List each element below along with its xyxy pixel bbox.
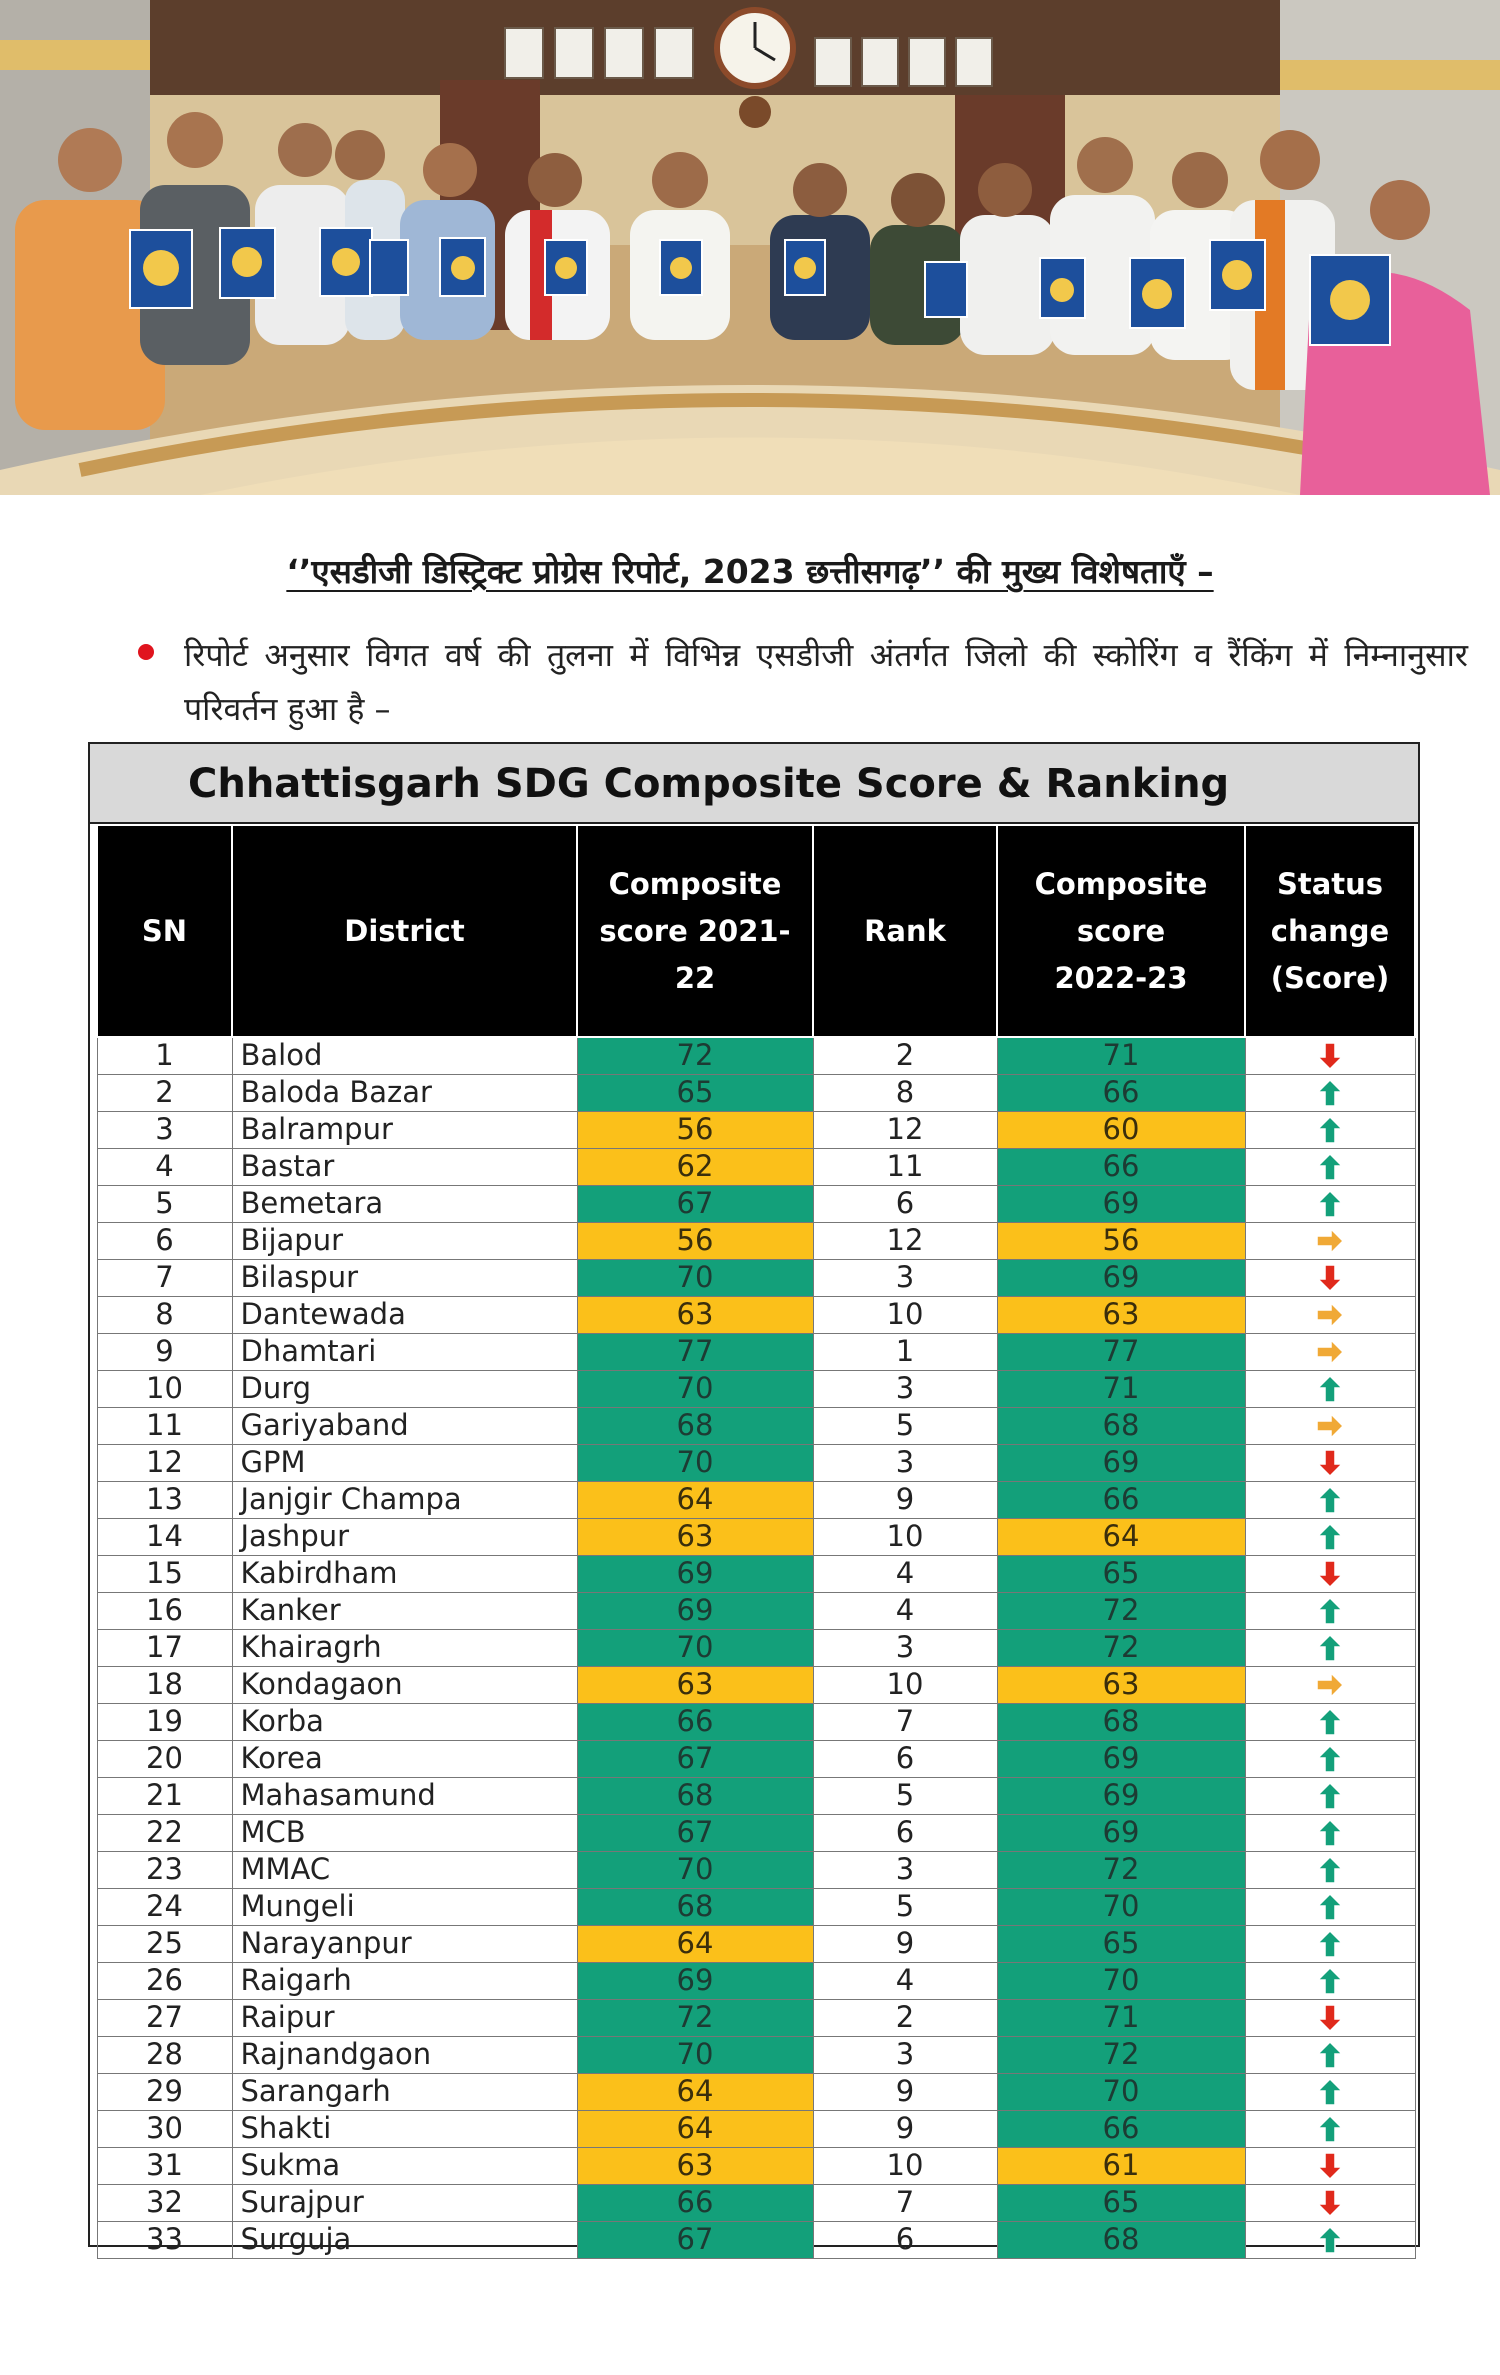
row-district: MMAC [232, 1851, 577, 1888]
row-score-2022: 65 [997, 1555, 1245, 1592]
row-district: Balod [232, 1037, 577, 1074]
row-score-2021: 70 [577, 1629, 813, 1666]
arrow-up-icon [1315, 1855, 1345, 1885]
photo-illustration [0, 0, 1500, 495]
table-row [97, 1851, 1415, 1888]
row-sn: 15 [97, 1555, 232, 1592]
row-status-change [1245, 1481, 1415, 1518]
table-row [97, 2147, 1415, 2184]
row-score-2022: 60 [997, 1111, 1245, 1148]
row-score-2021: 62 [577, 1148, 813, 1185]
row-sn: 23 [97, 1851, 232, 1888]
row-status-change [1245, 1814, 1415, 1851]
row-score-2021: 70 [577, 1259, 813, 1296]
table-row [97, 1370, 1415, 1407]
row-rank: 9 [813, 1481, 997, 1518]
table-row [97, 1518, 1415, 1555]
row-score-2021: 66 [577, 1703, 813, 1740]
row-score-2022: 66 [997, 1074, 1245, 1111]
row-district: Korba [232, 1703, 577, 1740]
row-sn: 22 [97, 1814, 232, 1851]
bullet-icon [138, 644, 154, 660]
row-status-change [1245, 1592, 1415, 1629]
row-score-2021: 67 [577, 1740, 813, 1777]
row-district: Bemetara [232, 1185, 577, 1222]
table-row [97, 2110, 1415, 2147]
header-status [1245, 825, 1415, 1037]
row-district: GPM [232, 1444, 577, 1481]
row-district: Khairagrh [232, 1629, 577, 1666]
arrow-right-icon [1315, 1411, 1345, 1441]
header-score-2021 [577, 825, 813, 1037]
row-rank: 6 [813, 1814, 997, 1851]
row-district: Gariyaband [232, 1407, 577, 1444]
row-district: Sukma [232, 2147, 577, 2184]
row-sn: 18 [97, 1666, 232, 1703]
row-district: Mahasamund [232, 1777, 577, 1814]
row-score-2022: 65 [997, 1925, 1245, 1962]
row-status-change [1245, 2147, 1415, 2184]
table-row [97, 1777, 1415, 1814]
row-sn: 19 [97, 1703, 232, 1740]
row-sn: 17 [97, 1629, 232, 1666]
row-score-2021: 63 [577, 1666, 813, 1703]
row-score-2021: 69 [577, 1555, 813, 1592]
table-row [97, 1481, 1415, 1518]
row-rank: 6 [813, 1185, 997, 1222]
arrow-up-icon [1315, 1152, 1345, 1182]
row-sn: 10 [97, 1370, 232, 1407]
table-row [97, 1592, 1415, 1629]
table-row [97, 1259, 1415, 1296]
row-sn: 7 [97, 1259, 232, 1296]
row-district: Jashpur [232, 1518, 577, 1555]
row-score-2021: 68 [577, 1407, 813, 1444]
row-score-2022: 69 [997, 1814, 1245, 1851]
row-district: Rajnandgaon [232, 2036, 577, 2073]
row-status-change [1245, 1333, 1415, 1370]
row-score-2021: 72 [577, 1037, 813, 1074]
table-body [97, 1037, 1415, 2258]
row-district: Dantewada [232, 1296, 577, 1333]
section-heading [0, 548, 1500, 593]
row-sn: 1 [97, 1037, 232, 1074]
row-score-2022: 69 [997, 1185, 1245, 1222]
arrow-up-icon [1315, 1744, 1345, 1774]
arrow-up-icon [1315, 1966, 1345, 1996]
row-district: Korea [232, 1740, 577, 1777]
row-score-2022: 66 [997, 1148, 1245, 1185]
row-sn: 21 [97, 1777, 232, 1814]
row-score-2022: 77 [997, 1333, 1245, 1370]
row-score-2021: 56 [577, 1111, 813, 1148]
arrow-right-icon [1315, 1226, 1345, 1256]
row-sn: 29 [97, 2073, 232, 2110]
header-status-line1: Status [1276, 866, 1384, 901]
row-rank: 11 [813, 1148, 997, 1185]
arrow-up-icon [1315, 1485, 1345, 1515]
row-sn: 2 [97, 1074, 232, 1111]
row-score-2021: 70 [577, 1444, 813, 1481]
row-score-2021: 69 [577, 1962, 813, 1999]
row-score-2022: 69 [997, 1740, 1245, 1777]
row-score-2022: 69 [997, 1259, 1245, 1296]
arrow-right-icon [1315, 1337, 1345, 1367]
table-row [97, 1999, 1415, 2036]
row-sn: 4 [97, 1148, 232, 1185]
row-sn: 24 [97, 1888, 232, 1925]
row-sn: 31 [97, 2147, 232, 2184]
row-score-2022: 61 [997, 2147, 1245, 2184]
table-row [97, 1407, 1415, 1444]
row-score-2021: 68 [577, 1777, 813, 1814]
row-sn: 33 [97, 2221, 232, 2258]
header-status-line3: (Score) [1270, 960, 1390, 995]
row-status-change [1245, 1851, 1415, 1888]
table-row [97, 1703, 1415, 1740]
row-status-change [1245, 1518, 1415, 1555]
row-status-change [1245, 1111, 1415, 1148]
row-status-change [1245, 1259, 1415, 1296]
row-status-change [1245, 2036, 1415, 2073]
arrow-down-icon [1315, 2003, 1345, 2033]
table-row [97, 1666, 1415, 1703]
row-district: Dhamtari [232, 1333, 577, 1370]
row-score-2022: 64 [997, 1518, 1245, 1555]
row-score-2022: 63 [997, 1666, 1245, 1703]
row-district: Bilaspur [232, 1259, 577, 1296]
row-score-2021: 69 [577, 1592, 813, 1629]
row-district: Bijapur [232, 1222, 577, 1259]
row-status-change [1245, 1740, 1415, 1777]
arrow-up-icon [1315, 1707, 1345, 1737]
arrow-up-icon [1315, 2225, 1345, 2255]
row-sn: 8 [97, 1296, 232, 1333]
table-row [97, 1925, 1415, 1962]
arrow-up-icon [1315, 1078, 1345, 1108]
table-row [97, 1962, 1415, 1999]
row-score-2021: 56 [577, 1222, 813, 1259]
row-rank: 3 [813, 1370, 997, 1407]
row-sn: 25 [97, 1925, 232, 1962]
row-score-2022: 71 [997, 1370, 1245, 1407]
table-row [97, 1333, 1415, 1370]
row-score-2022: 65 [997, 2184, 1245, 2221]
row-score-2021: 63 [577, 1518, 813, 1555]
row-score-2022: 71 [997, 1999, 1245, 2036]
row-status-change [1245, 1185, 1415, 1222]
row-score-2022: 63 [997, 1296, 1245, 1333]
row-district: Raigarh [232, 1962, 577, 1999]
row-rank: 12 [813, 1111, 997, 1148]
table-row [97, 1444, 1415, 1481]
header-rank: Rank [813, 825, 997, 1037]
row-district: Mungeli [232, 1888, 577, 1925]
row-district: MCB [232, 1814, 577, 1851]
row-sn: 6 [97, 1222, 232, 1259]
header-status-line2: change [1270, 913, 1390, 948]
row-sn: 27 [97, 1999, 232, 2036]
row-status-change [1245, 1629, 1415, 1666]
row-district: Kondagaon [232, 1666, 577, 1703]
row-sn: 28 [97, 2036, 232, 2073]
table-row [97, 1555, 1415, 1592]
section-heading-text: ‘’एसडीजी डिस्ट्रिक्ट प्रोग्रेस रिपोर्ट, 2023 छत्तीसगढ़’’ की मुख्य विशेषताएँ – [286, 552, 1214, 591]
row-rank: 8 [813, 1074, 997, 1111]
report-release-photo [0, 0, 1500, 495]
row-status-change [1245, 1888, 1415, 1925]
row-rank: 9 [813, 1925, 997, 1962]
arrow-up-icon [1315, 1892, 1345, 1922]
row-sn: 5 [97, 1185, 232, 1222]
table-row [97, 2221, 1415, 2258]
header-sn: SN [97, 825, 232, 1037]
arrow-up-icon [1315, 1781, 1345, 1811]
bullet-text: रिपोर्ट अनुसार विगत वर्ष की तुलना में विभिन्न एसडीजी अंतर्गत जिलो की स्कोरिंग व रैंकिंग में निम्नानुसार परिवर्तन हुआ है – [184, 636, 1468, 728]
row-status-change [1245, 1148, 1415, 1185]
row-status-change [1245, 1999, 1415, 2036]
row-rank: 10 [813, 1518, 997, 1555]
row-status-change [1245, 1407, 1415, 1444]
sdg-table-container [88, 742, 1420, 2256]
row-rank: 4 [813, 1555, 997, 1592]
row-rank: 12 [813, 1222, 997, 1259]
table-row [97, 1222, 1415, 1259]
arrow-up-icon [1315, 1374, 1345, 1404]
row-score-2022: 72 [997, 2036, 1245, 2073]
header-district: District [232, 825, 577, 1037]
row-district: Balrampur [232, 1111, 577, 1148]
row-rank: 2 [813, 1037, 997, 1074]
header-score-2022-line2: 2022-23 [1054, 960, 1188, 995]
row-district: Sarangarh [232, 2073, 577, 2110]
row-status-change [1245, 2221, 1415, 2258]
row-score-2022: 72 [997, 1629, 1245, 1666]
row-status-change [1245, 1666, 1415, 1703]
table-row [97, 2184, 1415, 2221]
row-sn: 26 [97, 1962, 232, 1999]
row-score-2021: 67 [577, 2221, 813, 2258]
arrow-up-icon [1315, 1596, 1345, 1626]
row-sn: 14 [97, 1518, 232, 1555]
row-score-2021: 64 [577, 2073, 813, 2110]
row-score-2021: 63 [577, 2147, 813, 2184]
arrow-up-icon [1315, 2077, 1345, 2107]
row-score-2021: 64 [577, 1481, 813, 1518]
arrow-up-icon [1315, 2114, 1345, 2144]
row-district: Janjgir Champa [232, 1481, 577, 1518]
arrow-up-icon [1315, 1522, 1345, 1552]
arrow-down-icon [1315, 1448, 1345, 1478]
row-score-2021: 72 [577, 1999, 813, 2036]
row-score-2022: 68 [997, 1703, 1245, 1740]
arrow-down-icon [1315, 2188, 1345, 2218]
row-rank: 6 [813, 1740, 997, 1777]
row-score-2021: 70 [577, 1851, 813, 1888]
row-status-change [1245, 1296, 1415, 1333]
header-score-2021-line1: Composite [608, 866, 782, 901]
header-score-2022-line1: Composite score [1034, 866, 1208, 948]
arrow-up-icon [1315, 1189, 1345, 1219]
arrow-right-icon [1315, 1300, 1345, 1330]
row-status-change [1245, 1703, 1415, 1740]
row-score-2021: 67 [577, 1185, 813, 1222]
table-row [97, 1074, 1415, 1111]
row-rank: 3 [813, 2036, 997, 2073]
table-row [97, 1888, 1415, 1925]
row-rank: 9 [813, 2073, 997, 2110]
row-score-2022: 66 [997, 1481, 1245, 1518]
row-rank: 10 [813, 1666, 997, 1703]
row-score-2022: 70 [997, 2073, 1245, 2110]
row-district: Surajpur [232, 2184, 577, 2221]
table-header-row [97, 825, 1415, 1037]
row-sn: 3 [97, 1111, 232, 1148]
row-score-2022: 72 [997, 1851, 1245, 1888]
row-sn: 11 [97, 1407, 232, 1444]
row-score-2022: 72 [997, 1592, 1245, 1629]
row-sn: 12 [97, 1444, 232, 1481]
arrow-down-icon [1315, 1041, 1345, 1071]
row-status-change [1245, 1222, 1415, 1259]
row-score-2021: 70 [577, 2036, 813, 2073]
table-row [97, 1148, 1415, 1185]
row-score-2021: 77 [577, 1333, 813, 1370]
row-status-change [1245, 1962, 1415, 1999]
row-status-change [1245, 1037, 1415, 1074]
row-sn: 16 [97, 1592, 232, 1629]
row-score-2021: 64 [577, 1925, 813, 1962]
table-row [97, 1296, 1415, 1333]
row-sn: 30 [97, 2110, 232, 2147]
table-row [97, 1740, 1415, 1777]
row-district: Kanker [232, 1592, 577, 1629]
row-rank: 10 [813, 2147, 997, 2184]
row-district: Surguja [232, 2221, 577, 2258]
row-district: Baloda Bazar [232, 1074, 577, 1111]
row-rank: 5 [813, 1407, 997, 1444]
row-sn: 20 [97, 1740, 232, 1777]
table-row [97, 2073, 1415, 2110]
arrow-up-icon [1315, 1929, 1345, 1959]
row-score-2022: 56 [997, 1222, 1245, 1259]
row-score-2021: 70 [577, 1370, 813, 1407]
row-status-change [1245, 1370, 1415, 1407]
row-status-change [1245, 2110, 1415, 2147]
row-sn: 32 [97, 2184, 232, 2221]
arrow-down-icon [1315, 1559, 1345, 1589]
row-district: Kabirdham [232, 1555, 577, 1592]
row-sn: 13 [97, 1481, 232, 1518]
arrow-down-icon [1315, 2151, 1345, 2181]
row-score-2022: 70 [997, 1962, 1245, 1999]
row-rank: 7 [813, 1703, 997, 1740]
row-score-2022: 68 [997, 1407, 1245, 1444]
row-status-change [1245, 1777, 1415, 1814]
row-score-2021: 63 [577, 1296, 813, 1333]
row-rank: 3 [813, 1851, 997, 1888]
row-score-2021: 65 [577, 1074, 813, 1111]
row-rank: 4 [813, 1592, 997, 1629]
table-row [97, 1814, 1415, 1851]
header-score-2022 [997, 825, 1245, 1037]
row-rank: 3 [813, 1259, 997, 1296]
row-rank: 10 [813, 1296, 997, 1333]
row-status-change [1245, 2184, 1415, 2221]
row-rank: 7 [813, 2184, 997, 2221]
row-rank: 3 [813, 1629, 997, 1666]
row-score-2022: 69 [997, 1777, 1245, 1814]
row-status-change [1245, 1444, 1415, 1481]
row-score-2021: 66 [577, 2184, 813, 2221]
table-row [97, 1037, 1415, 1074]
arrow-up-icon [1315, 1633, 1345, 1663]
row-score-2021: 68 [577, 1888, 813, 1925]
row-status-change [1245, 1074, 1415, 1111]
arrow-up-icon [1315, 1115, 1345, 1145]
row-rank: 9 [813, 2110, 997, 2147]
row-rank: 5 [813, 1777, 997, 1814]
table-row [97, 1629, 1415, 1666]
row-score-2022: 69 [997, 1444, 1245, 1481]
table-row [97, 1185, 1415, 1222]
row-district: Narayanpur [232, 1925, 577, 1962]
row-rank: 4 [813, 1962, 997, 1999]
arrow-down-icon [1315, 1263, 1345, 1293]
row-rank: 2 [813, 1999, 997, 2036]
row-score-2022: 71 [997, 1037, 1245, 1074]
row-sn: 9 [97, 1333, 232, 1370]
sdg-score-table [96, 824, 1416, 2259]
row-score-2022: 68 [997, 2221, 1245, 2258]
row-status-change [1245, 1555, 1415, 1592]
row-status-change [1245, 2073, 1415, 2110]
row-district: Raipur [232, 1999, 577, 2036]
row-score-2021: 67 [577, 1814, 813, 1851]
row-district: Durg [232, 1370, 577, 1407]
row-score-2022: 66 [997, 2110, 1245, 2147]
row-rank: 3 [813, 1444, 997, 1481]
arrow-up-icon [1315, 2040, 1345, 2070]
row-score-2021: 64 [577, 2110, 813, 2147]
arrow-right-icon [1315, 1670, 1345, 1700]
table-title: Chhattisgarh SDG Composite Score & Ranking [90, 744, 1418, 824]
row-district: Bastar [232, 1148, 577, 1185]
row-rank: 5 [813, 1888, 997, 1925]
header-score-2021-line2: score 2021-22 [599, 913, 791, 995]
row-status-change [1245, 1925, 1415, 1962]
table-row [97, 1111, 1415, 1148]
arrow-up-icon [1315, 1818, 1345, 1848]
row-score-2022: 70 [997, 1888, 1245, 1925]
row-district: Shakti [232, 2110, 577, 2147]
row-rank: 6 [813, 2221, 997, 2258]
table-row [97, 2036, 1415, 2073]
row-rank: 1 [813, 1333, 997, 1370]
